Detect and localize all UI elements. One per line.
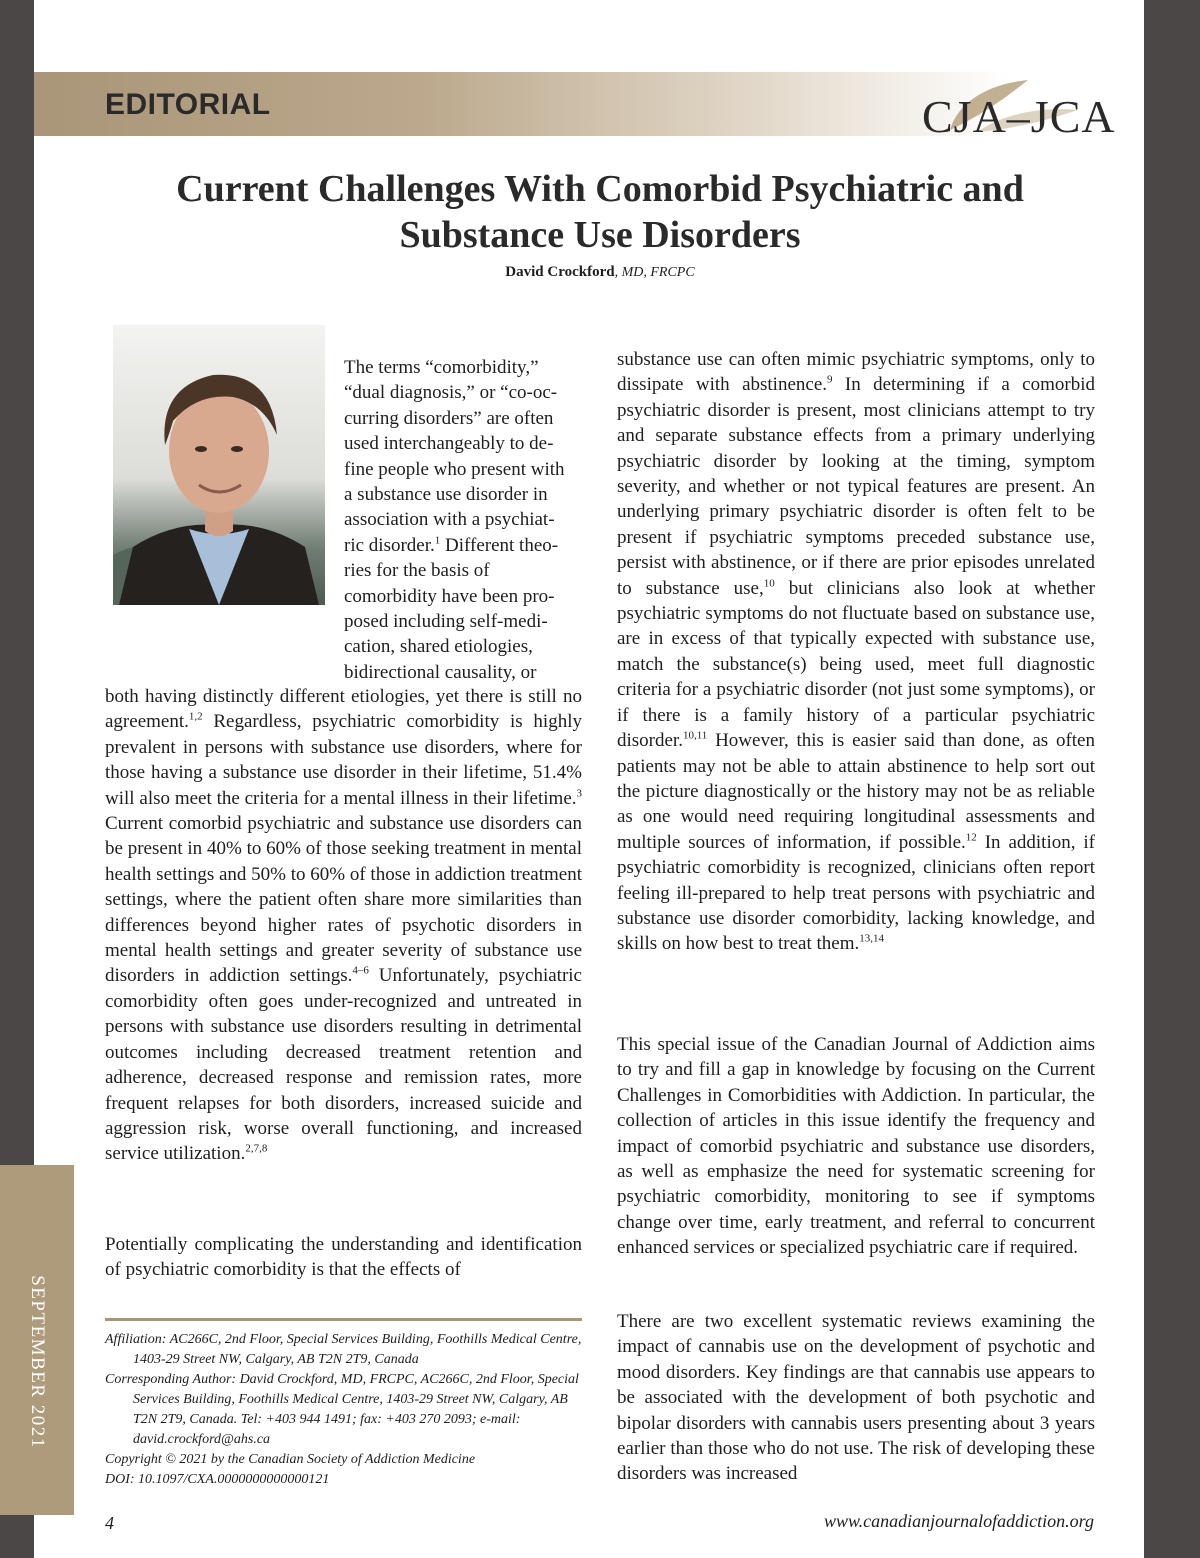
body-paragraph-2: Potentially complicating the understanding and identification of psychiatric comorbidity is that the effects of xyxy=(105,1234,582,1281)
intro-line: fine people who present with xyxy=(344,458,565,480)
affiliation-note: Affiliation: AC266C, 2nd Floor, Special Services Building, Foothills Medical Centre, 1403-29 Street NW, Calgary, AB T2N 2T9, Canada xyxy=(105,1332,582,1367)
text-run: both having distinctly different etiologies, yet there is still no agreement. xyxy=(105,686,582,733)
text-run: Regardless, psychiatric comorbidity is highly prevalent in persons with substance use disorders, where for those having a substance use disorder in their lifetime, 51.4% will also meet the criteria for a mental illness in their lifetime. xyxy=(105,711,582,809)
body-paragraph-4: There are two excellent systematic reviews examining the impact of cannabis use on the development of psychotic and mood disorders. Key findings are that cannabis use appears to be associated with the development of both psychotic and bipolar disorders with cannabis users presenting about 3 years earlier than those who do not use. The risk of developing these disorders was increased xyxy=(617,1311,1095,1485)
intro-line: posed including self-medi- xyxy=(344,611,548,633)
text-run: substance use can often mimic psychiatric symptoms, only to dissipate with abstinence. xyxy=(617,349,1095,396)
author-credentials: , MD, FRCPC xyxy=(614,265,695,280)
body-paragraph-3: This special issue of the Canadian Journal of Addiction aims to try and fill a gap in knowledge by focusing on the Current Challenges in Comorbidities with Addiction. In particular, the collection of articles in this issue identify the frequency and impact of comorbid psychiatric and substance use disorders, as well as emphasize the need for systematic screening for psychiatric comorbidity, monitoring to see if symptoms change over time, early treatment, and referral to concurrent enhanced services or specialized psychiatric care if required. xyxy=(617,1034,1095,1259)
logo-text: CJA–JCA xyxy=(922,91,1116,142)
citation: 13,14 xyxy=(859,933,884,946)
body-paragraph-1 xyxy=(105,684,582,1167)
author-name: David Crockford xyxy=(505,264,615,280)
intro-line: cation, shared etiologies, xyxy=(344,636,533,658)
footnote-divider xyxy=(105,1318,582,1321)
intro-line: ries for the basis of xyxy=(344,560,490,582)
body-col1-intro xyxy=(344,355,582,685)
article-title xyxy=(120,166,1080,258)
intro-line: a substance use disorder in xyxy=(344,484,548,506)
citation: 12 xyxy=(965,831,977,844)
intro-line xyxy=(344,533,582,558)
text-run: In addition, if psychiatric comorbidity is recognized, clinicians often report feeling ill-prepared to help treat persons with psychiatric and substance use disorder comorbidity, lacking knowledge, and skills on how best to treat them. xyxy=(617,831,1095,955)
doi-note: DOI: 10.1097/CXA.0000000000000121 xyxy=(105,1472,330,1487)
title-line-2: Substance Use Disorders xyxy=(399,214,801,256)
author-photo xyxy=(113,325,325,605)
citation: 9 xyxy=(827,374,833,387)
intro-line: used interchangeably to de- xyxy=(344,433,554,455)
title-line-1: Current Challenges With Comorbid Psychiatric and xyxy=(176,168,1024,210)
text-run: Current comorbid psychiatric and substance use disorders can be present in 40% to 60% of those seeking treatment in mental health settings and 50% to 60% of those in addiction treatment settings, where the patient often share more similarities than differences beyond higher rates of psychotic disorders in mental health settings and greater severity of substance use disorders in addiction settings. xyxy=(105,813,583,987)
citation: 2,7,8 xyxy=(245,1142,268,1155)
footnotes xyxy=(105,1330,582,1490)
body-paragraph-2-cont xyxy=(617,347,1095,957)
intro-line: curring disorders” are often xyxy=(344,407,554,429)
copyright-note: Copyright © 2021 by the Canadian Society of Addiction Medicine xyxy=(105,1452,476,1467)
right-margin-bar xyxy=(1144,0,1200,1558)
text-run: but clinicians also look at whether psychiatric symptoms do not fluctuate based on substance use, are in excess of that typically expected with substance use, match the substance(s) being used, meet full diagnostic criteria for a psychiatric disorder (not just some symptoms), or if there is a family history of a particular psychiatric disorder. xyxy=(617,577,1095,752)
text-run: However, this is easier said than done, as often patients may not be able to attain abstinence to help sort out the picture diagnostically or the history may not be as reliable as one would need requiring longitudinal assessments and multiple sources of information, if possible. xyxy=(617,730,1095,853)
text-run: ric disorder. xyxy=(344,534,435,556)
citation: 10,11 xyxy=(682,729,708,742)
page-number: 4 xyxy=(105,1513,114,1533)
intro-line: The terms “comorbidity,” xyxy=(344,357,539,378)
intro-line: bidirectional causality, or xyxy=(344,661,537,683)
section-label: EDITORIAL xyxy=(105,88,271,121)
citation: 10 xyxy=(763,577,775,590)
text-run: In determining if a comorbid psychiatric disorder is present, most clinicians attempt to try and separate substance effects from a primary underlying psychiatric disorder by looking at the timing, symptom severity, and whether or not typical features are present. An underlying primary psychiatric disorder is often felt to be present if psychiatric symptoms preceded substance use, persist with abstinence, or if there are prior episodes unrelated to substance use, xyxy=(617,374,1095,599)
citation: 4–6 xyxy=(352,965,369,978)
intro-line: comorbidity have been pro- xyxy=(344,585,555,607)
author-line xyxy=(120,264,1080,281)
journal-logo xyxy=(918,72,1116,142)
corresponding-author-note: Corresponding Author: David Crockford, MD, FRCPC, AC266C, 2nd Floor, Special Services Building, Foothills Medical Centre, 1403-29 Street NW, Calgary, AB T2N 2T9, Canada. Tel: +403 944 1491; fax: +403 270 2093; e-mail: david.crockford@ahs.ca xyxy=(105,1372,579,1447)
issue-date: SEPTEMBER 2021 xyxy=(27,1275,48,1449)
citation: 1,2 xyxy=(188,711,203,724)
citation: 1 xyxy=(434,534,441,547)
citation: 3 xyxy=(576,787,582,800)
intro-line: “dual diagnosis,” or “co-oc- xyxy=(344,382,558,404)
intro-line: association with a psychiat- xyxy=(344,509,555,531)
text-run: Different theo- xyxy=(445,534,559,556)
text-run: Unfortunately, psychiatric comorbidity often goes under-recognized and untreated in persons with substance use disorders resulting in detrimental outcomes including decreased treatment retention and adherence, decreased response and remission rates, more frequent relapses for both disorders, increased suicide and aggression risk, worse overall functioning, and increased service utilization. xyxy=(105,965,582,1165)
journal-website-link[interactable]: www.canadianjournalofaddiction.org xyxy=(823,1511,1094,1531)
